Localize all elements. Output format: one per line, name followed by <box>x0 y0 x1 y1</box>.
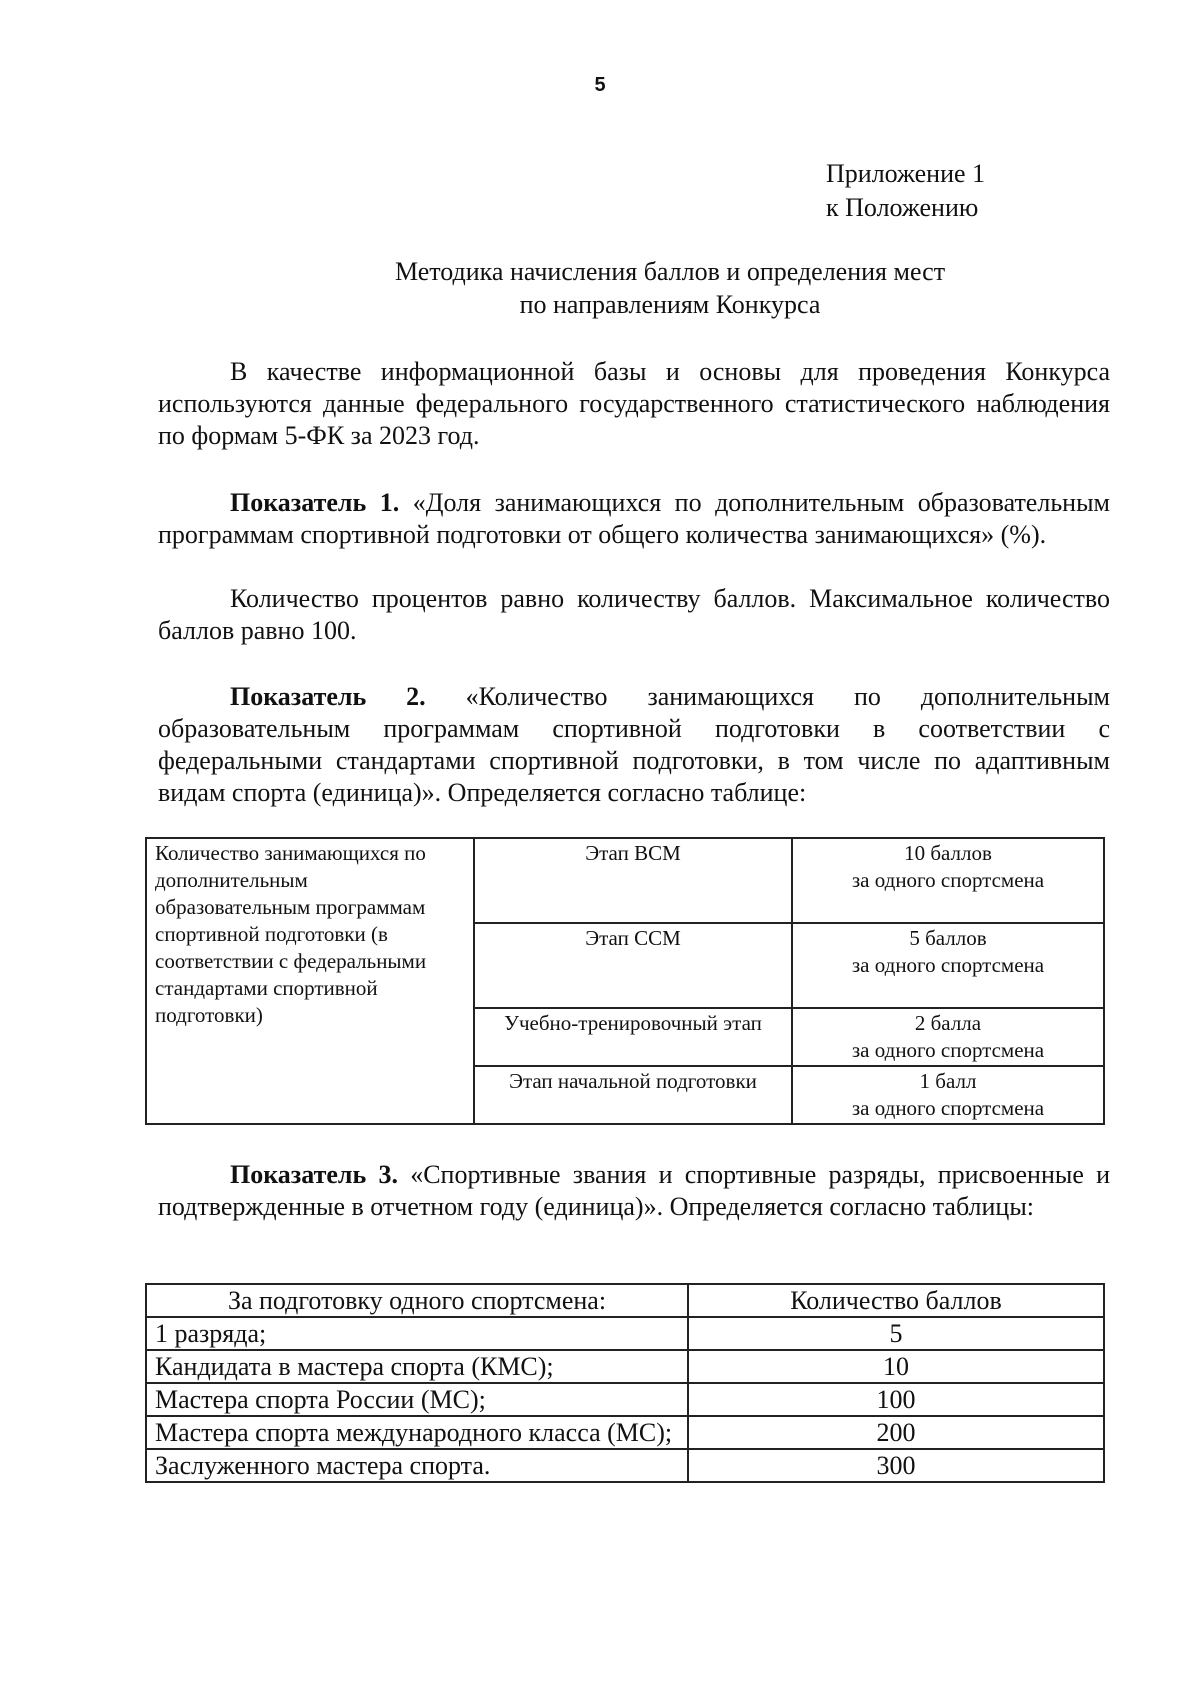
title-cell: Мастера спорта России (МС); <box>146 1383 688 1416</box>
indicator-3-text: «Спортивные звания и спортивные разряды, присвоенные и подтвержденные в отчетном году (единица)». Определяется согласно таблицы: <box>158 1160 1111 1221</box>
stage-cell: Этап начальной подготовки <box>474 1066 792 1124</box>
title-cell: Кандидата в мастера спорта (КМС); <box>146 1350 688 1383</box>
stage-cell: Учебно-тренировочный этап <box>474 1008 792 1066</box>
document-title <box>300 255 1040 321</box>
points-unit: за одного спортсмена <box>851 953 1045 977</box>
column-header: Количество баллов <box>688 1284 1104 1317</box>
stage-cell: Этап ССМ <box>474 923 792 1008</box>
table-row <box>146 1416 1104 1449</box>
points-cell: 5 <box>688 1317 1104 1350</box>
table-row <box>146 1449 1104 1482</box>
indicator-1-label: Показатель 1. <box>230 488 400 517</box>
points-value: 1 балл <box>919 1069 977 1093</box>
points-cell <box>792 1008 1104 1066</box>
page-number: 5 <box>594 74 606 96</box>
indicator-2-text: «Количество занимающихся по дополнительным образовательным программам спортивной подготовки в соответствии с федеральными стандартами спортивной подготовки, в том числе по адаптивным видам спорта (единица)». Определяется согласно таблице: <box>158 682 1110 807</box>
document-title-line-2: по направлениям Конкурса <box>519 290 821 319</box>
table-row <box>146 838 1104 923</box>
table-row <box>146 1317 1104 1350</box>
points-unit: за одного спортсмена <box>851 868 1045 892</box>
document-title-line-1: Методика начисления баллов и определения мест <box>394 257 946 286</box>
points-unit: за одного спортсмена <box>851 1038 1045 1062</box>
intro-paragraph: В качестве информационной базы и основы для проведения Конкурса используются данные федерального государственного статистического наблюдения по формам 5-ФК за 2023 год. <box>158 357 1110 450</box>
stage-cell: Этап ВСМ <box>474 838 792 923</box>
points-cell <box>792 923 1104 1008</box>
points-value: 10 баллов <box>904 841 992 865</box>
title-cell: Заслуженного мастера спорта. <box>146 1449 688 1482</box>
table-row <box>146 1383 1104 1416</box>
titles-points-table <box>145 1283 1105 1483</box>
points-cell <box>792 1066 1104 1124</box>
title-cell: 1 разряда; <box>146 1317 688 1350</box>
points-cell: 100 <box>688 1383 1104 1416</box>
indicator-1-note: Количество процентов равно количеству баллов. Максимальное количество баллов равно 100. <box>158 584 1110 645</box>
indicator-2-paragraph <box>158 681 1110 809</box>
appendix-line-1: Приложение 1 <box>826 159 986 188</box>
column-header: За подготовку одного спортсмена: <box>146 1284 688 1317</box>
indicator-3-label: Показатель 3. <box>230 1160 398 1189</box>
participants-cell: Количество занимающихся по дополнительным образовательным программам спортивной подготовки (в соответствии с федеральными стандартами спортивной подготовки) <box>146 838 474 1124</box>
stages-points-table <box>145 837 1105 1125</box>
points-cell: 300 <box>688 1449 1104 1482</box>
points-cell <box>792 838 1104 923</box>
points-cell: 200 <box>688 1416 1104 1449</box>
appendix-reference <box>826 157 985 225</box>
points-value: 5 баллов <box>909 926 987 950</box>
appendix-line-2: к Положению <box>826 193 979 222</box>
points-cell: 10 <box>688 1350 1104 1383</box>
title-cell: Мастера спорта международного класса (МС); <box>146 1416 688 1449</box>
indicator-3-paragraph <box>158 1159 1110 1223</box>
points-unit: за одного спортсмена <box>851 1096 1045 1120</box>
table-row <box>146 1350 1104 1383</box>
indicator-2-label: Показатель 2. <box>230 682 426 711</box>
table-header-row <box>146 1284 1104 1317</box>
indicator-1-paragraph <box>158 487 1110 551</box>
indicator-1-text: «Доля занимающихся по дополнительным образовательным программам спортивной подготовки от общего количества занимающихся» (%). <box>158 488 1111 549</box>
points-value: 2 балла <box>914 1011 982 1035</box>
